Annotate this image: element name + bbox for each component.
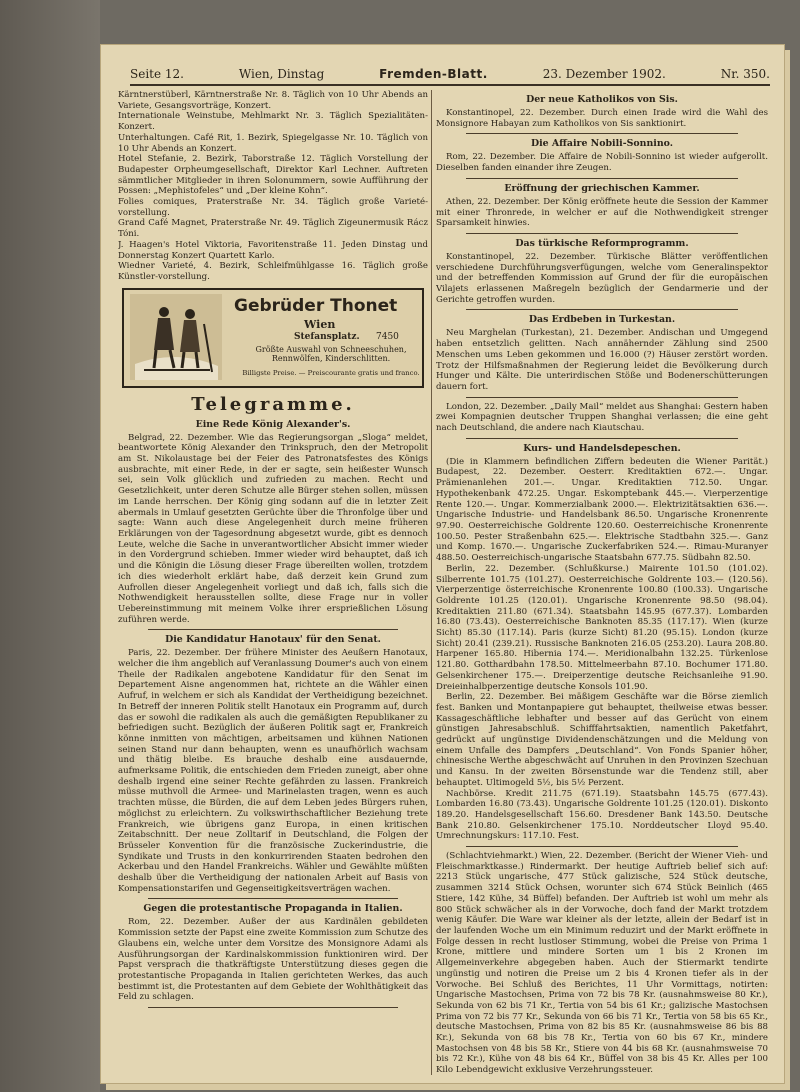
date-right: 23. Dezember 1902. xyxy=(542,67,666,81)
date-left: Wien, Dinstag xyxy=(238,67,325,81)
telegrams-title: Telegramme. xyxy=(191,393,355,415)
article-paragraph: Rom, 22. Dezember. Außer der aus Kardinälen gebildeten Kommission setzte der Papst eine zweite Kommission zum Schutze des Glaubens ein, welche unter dem Vorsitze des Monsignore Adami als Ausführungsorgan der Kardinalskommission funktioniren wird. Der Papst versprach die thatkräftigste Unterstützung dieses gegen die protestantische Propaganda in Italien gerichteten Werkes, das auch bestimmt ist, die Protestanten auf dem Gebiete der Wohlthätigkeit das Feld zu schlagen. xyxy=(118,917,428,1003)
notice-item: J. Haagen's Hotel Viktoria, Favoritenstraße 11. Jeden Dinstag und Donnerstag Konzert Quartett Karlo. xyxy=(118,239,428,261)
article-divider xyxy=(466,438,738,439)
article-paragraph: Konstantinopel, 22. Dezember. Türkische Blätter veröffentlichen verschiedene Durchführungsverfügungen, welche vom Generalinspektor und der betreffenden Kommission auf Grund der für die europäischen Vilajets erlassenen Maßregeln bezüglich der Gendarmerie und der Gerichte getroffen wurden. xyxy=(436,251,768,305)
notice-item: Folies comiques, Praterstraße Nr. 34. Täglich große Varieté-vorstellung. xyxy=(118,197,428,218)
article-paragraph: Paris, 22. Dezember. Der frühere Minister des Aeußern Hanotaux, welcher die ihm angeblich auf Veranlassung Doumer's auch von einem Theile der Radikalen angebotene Kandidatur für den Senat im Departement Aisne angenommen hat, richtete an die Wähler einen Aufruf, in welchem er sich als Kandidat der Vertheidigung bezeichnet. In Betreff der inneren Politik stellt Hanotaux ein Programm auf, durch das er sowohl die radikalen als auch die gemäßigten Republikaner zu befriedigen sucht. Bezüglich der äußeren Politik sagt er, Frankreich könne inmitten von mächtigen, arbeitsamen und kühnen Nationen seinen Stand nur dann behaupten, wenn es unaufhörlich wachsam und thätig bleibe. Es brauche deshalb eine ausdauernde, aufmerksame Politik, die entschieden dem Frieden zuneigt, aber ohne deshalb irgend eine seiner Rechte gefährden zu lassen. Frankreich müsse muthvoll die Armee- und Marinelasten tragen, wenn es auch trachten müsse, die Bürden, die auf dem Leben jedes Bürgers ruhen, möglichst zu erleichtern. Zu volkswirthschaftlicher Beziehung trete Frankreich, wie übrigens ganz Europa, in einen kritischen Zeitabschnitt. Der neue Zolltarif in Deutschland, die Folgen der Brüsseler Konvention für die französische Zuckerindustrie, die Syndikate und Trusts in den konkurrirenden Staaten bedrohen den Ackerbau und den Handel Frankreichs. Wähler und Gewählte müßten deshalb über die Vertheidigung der nationalen Arbeit auf Basis von Kompensationstarifen und Gegenseitigkeitsverträgen wachen. xyxy=(118,648,428,894)
article-paragraph: Berlin, 22. Dezember. Bei mäßigem Geschäfte war die Börse ziemlich fest. Banken und Montanpapiere gut behauptet, theilweise etwas besser. Kassageschäftliche lebhafter und besser auf das Gerücht von einem günstigen Jahresabschluß. Schifffahrtsaktien, namentlich Paketfahrt, gedrückt auf ungünstige Dividendenschätzungen und die Meldung von einem Unfalle des Dampfers „Deutschland“. Von Fonds Spanier höher, chinesische Werthe abgeschwächt auf Unruhen in den Provinzen Szechuan und Kansu. In der zweiten Börsenstunde war die Tendenz still, aber behauptet. Ultimogeld 5½, bis 5½ Perzent. xyxy=(436,692,768,788)
ad-price-note: Billigste Preise. — Preiscourante gratis und franco. xyxy=(242,368,420,377)
article-paragraph: Belgrad, 22. Dezember. Wie das Regierungsorgan „Sloga“ meldet, beantwortete König Alexander den Trinkspruch, den der Metropolit am St. Nikolaustage bei der Feier des Patronatsfestes des Königs ausbrachte, mit einer Rede, in der er sagte, sein heißester Wunsch sei, sein Volk glücklich und zufrieden zu machen. Recht und Gesetzlichkeit, unter deren Schutze alle Bürger stehen sollen, müssen im Lande herrschen. Der König ging sodann auf die in letzter Zeit abermals in Umlauf gesetzten Gerüchte über die Thronfolge über und sagte: Wann auch diese Angelegenheit durch meine früheren Erklärungen von der Tagesordnung abgesetzt wurde, gibt es dennoch Leute, welche die Sache in unverantwortlicher Absicht immer wieder in den Vordergrund schieben. Immer wieder wird behauptet, daß ich und die Königin die Lösung dieser Frage übereilten wollen, trotzdem ich dies wiederholt erklärt habe, daß derzeit kein Grund zum Aufrollen dieser Angelegenheit vorliegt und daß ich, falls sich die Nothwendigkeit herausstellen sollte, diese Frage nur in voller Uebereinstimmung mit meinem Volke ihrer ersprießlichen Lösung zuführen werde. xyxy=(118,432,428,625)
page-number: Seite 12. xyxy=(130,67,184,81)
notice-item: Unterhaltungen. Café Rit, 1. Bezirk, Spiegelgasse Nr. 10. Täglich von 10 Uhr Abends an Konzert. xyxy=(118,132,428,154)
article-paragraph: Athen, 22. Dezember. Der König eröffnete heute die Session der Kammer mit einer Thronrede, in welcher er auf die Nothwendigkeit strenger Sparsamkeit hinwies. xyxy=(436,196,768,229)
article-divider xyxy=(466,397,738,398)
article-paragraph: Konstantinopel, 22. Dezember. Durch einen Irade wird die Wahl des Monsignore Habayan zum Katholikos von Sis sanktionirt. xyxy=(436,108,768,129)
article-divider xyxy=(466,309,738,310)
article-paragraph: London, 22. Dezember. „Daily Mail“ meldet aus Shanghai: Gestern haben zwei Kompagnien deutscher Truppen Shanghai verlassen; die eine geht nach Deutschland, die andere nach Kiautschau. xyxy=(436,401,768,434)
article-heading: Der neue Katholikos von Sis. xyxy=(526,94,678,105)
right-column xyxy=(436,90,768,1080)
notice-item: Hotel Stefanie, 2. Bezirk, Taborstraße 12. Täglich Vorstellung der Budapester Orpheumgesellschaft, Direktor Karl Lechner. Auftreten sämmtlicher Mitglieder in ihren Solonummern, sowie Aufführung der Possen: „Mephistofeles“ und „Der kleine Kohn“. xyxy=(118,154,428,197)
article-heading: Das türkische Reformprogramm. xyxy=(515,237,689,249)
ad-company-name: Gebrüder Thonet xyxy=(234,295,398,316)
left-articles xyxy=(118,419,428,1008)
article-paragraph: Neu Marghelan (Turkestan), 21. Dezember. Andischan und Umgegend haben entsetzlich gelitten. Nach annähernder Zählung sind 2500 Menschen ums Leben gekommen und 16.000 (?) Häuser zerstört worden. Trotz der Hilfsmaßnahmen der Regierung leidet die Bevölkerung durch Hunger und Kälte. Die unterirdischen Stöße und Bodenerschütterungen dauern fort. xyxy=(436,328,768,392)
ad-phone-number: 7450 xyxy=(376,331,399,342)
ad-address: Stefansplatz. xyxy=(294,331,360,342)
notice-item: Wiedner Varieté, 4. Bezirk, Schleifmühlgasse 16. Täglich große Künstler-vorstellung. xyxy=(118,261,428,282)
article-heading: Die Affaire Nobili-Sonnino. xyxy=(530,138,674,150)
article-divider xyxy=(466,133,738,134)
ad-city: Wien xyxy=(304,317,336,331)
article-divider xyxy=(148,898,398,899)
thonet-advertisement xyxy=(122,288,424,388)
article-divider xyxy=(148,629,398,630)
article-paragraph: Berlin, 22. Dezember. (Schlußkurse.) Mairente 101.50 (101.02). Silberrente 101.75 (101.27). Oesterreichische Goldrente 103.— (120.56). Vierperzentige österreichische Kronenrente 100.80 (100.33). Ungarische Goldrente 101.25 (120.01). Ungarische Kronenrente 98.50 (98.04). Kreditaktien 211.80 (671.34). Staatsbahn 145.95 (677.37). Lombarden 16.80 (73.43). Oesterreichische Banknoten 85.35 (117.17). Wien (kurze Sicht) 85.30 (117.14). Paris (kurze Sicht) 81.20 (95.15). London (kurze Sicht) 20.41 (239.21). Russische Banknoten 216.05 (253.20). Laura 208.80. Harpener 165.80. Hibernia 174.—. Meridionalbahn 132.25. Türkenlose 121.80. Gotthardbahn 178.50. Mittelmeerbahn 87.10. Bochumer 171.80. Gelsenkirchener 175.—. Dreiperzentige deutsche Reichsanleihe 91.90. Dreieinhalbperzentige deutsche Konsols 101.90. xyxy=(436,563,768,692)
page-header xyxy=(130,64,770,86)
notice-item: Internationale Weinstube, Mehlmarkt Nr. 3. Täglich Spezialitäten-Konzert. xyxy=(118,111,428,133)
entertainment-notices xyxy=(118,90,428,283)
article-heading: Eröffnung der griechischen Kammer. xyxy=(504,182,700,194)
article-heading: Gegen die protestantische Propaganda in Italien. xyxy=(143,903,403,915)
newspaper-page xyxy=(100,44,785,1084)
article-heading: Eine Rede König Alexander's. xyxy=(195,418,351,430)
ad-description: Größte Auswahl von Schneeschuhen, Rennwölfen, Kinderschlitten. xyxy=(255,344,407,364)
article-paragraph: (Schlachtviehmarkt.) Wien, 22. Dezember. (Bericht der Wiener Vieh- und Fleischmarktkasse.) Rindermarkt. Der heutige Auftrieb belief sich auf: 2213 Stück ungarische, 477 Stück galizische, 524 Stück deutsche, zusammen 3214 Stück Ochsen, worunter sich 674 Stück Beinlich (465 Stiere, 142 Kühe, 34 Büffel) befanden. Der Auftrieb ist wohl um mehr als 800 Stück schwächer als in der Vorwoche, doch fand der Markt trotzdem wenig Käufer. Die Ware war kleiner als der letzte, allein der Bedarf ist in der laufenden Woche um ein Minimum reduzirt und der Markt eröffnete in Folge dessen in recht lustloser Stimmung, wobei die Preise von Prima 1 Krone, mittlere und mindere Sorten um 1 bis 2 Kronen im Allgemeinverkehre abgegeben haben. Auch der Stiermarkt tendirte ungünstig und notiren die Preise um 2 bis 4 Kronen tiefer als in der Vorwoche. Bei Schluß des Berichtes, 11 Uhr Vormittags, notirten: Ungarische Mastochsen, Prima von 72 bis 78 Kr. (ausnahmsweise 80 Kr.), Sekunda von 62 bis 71 Kr., Tertia von 54 bis 61 Kr.; galizische Mastochsen Prima von 72 bis 77 Kr., Sekunda von 66 bis 71 Kr., Tertia von 58 bis 65 Kr., deutsche Mastochsen, Prima von 82 bis 85 Kr. (ausnahmsweise 86 bis 88 Kr.), Sekunda von 68 bis 78 Kr., Tertia von 60 bis 67 Kr., mindere Mastochsen von 48 bis 58 Kr., Stiere von 44 bis 68 Kr. (ausnahmsweise 70 bis 72 Kr.), Kühe von 48 bis 64 Kr., Büffel von 38 bis 45 Kr. Alles per 100 Kilo Lebendgewicht exklusive Verzehrungssteuer. xyxy=(436,851,768,1076)
left-column xyxy=(118,90,428,1080)
article-divider xyxy=(466,846,738,847)
sledding-illustration-icon xyxy=(130,294,222,380)
masthead: Fremden-Blatt. xyxy=(379,67,488,81)
article-paragraph: Nachbörse. Kredit 211.75 (671.19). Staatsbahn 145.75 (677.43). Lombarden 16.80 (73.43). Ungarische Goldrente 101.25 (120.01). Diskonto 189.20. Handelsgesellschaft 156.60. Dresdener Bank 143.50. Deutsche Bank 210.80. Gelsenkirchener 175.10. Norddeutscher Lloyd 95.40. Umrechnungskurs: 117.10. Fest. xyxy=(436,788,768,842)
column-rule xyxy=(431,90,432,1075)
notice-item: Grand Café Magnet, Praterstraße Nr. 49. Täglich Zigeunermusik Rácz Tóni. xyxy=(118,218,428,240)
issue-number: Nr. 350. xyxy=(720,67,770,81)
article-divider xyxy=(466,233,738,234)
notice-item: Kärntnerstüberl, Kärntnerstraße Nr. 8. Täglich von 10 Uhr Abends an Variete, Gesangsvorträge, Konzert. xyxy=(118,90,428,111)
article-divider xyxy=(148,1007,398,1008)
right-articles xyxy=(436,94,768,1080)
article-heading: Die Kandidatur Hanotaux' für den Senat. xyxy=(165,634,381,646)
article-paragraph: (Die in Klammern befindlichen Ziffern bedeuten die Wiener Parität.) Budapest, 22. Dezember. Oesterr. Kreditaktien 672.—. Ungar. Prämienanlehen 201.—. Ungar. Kreditaktien 712.50. Ungar. Hypothekenbank 472.25. Ungar. Eskomptebank 445.—. Vierperzentige Rente 120.—. Ungar. Kommerzialbank 2000.—. Elektrizitätsaktien 636.—. Ungarische Industrie- und Handelsbank 86.50. Ungarische Kronenrente 97.90. Oesterreichische Goldrente 120.60. Oesterreichische Kronenrente 100.50. Pester Straßenbahn 625.—. Elektrische Stadtbahn 325.—. Ganz und Komp. 1670.—. Ungarische Zuckerfabriken 524.—. Rimau-Muranyer 488.50. Oesterreichisch-ungarische Staatsbahn 677.75. Südbahn 82.50. xyxy=(436,456,768,564)
article-heading: Kurs- und Handelsdepeschen. xyxy=(523,442,681,454)
background-strip xyxy=(0,0,100,1092)
article-divider xyxy=(466,178,738,179)
article-paragraph: Rom, 22. Dezember. Die Affaire de Nobili-Sonnino ist wieder aufgerollt. Dieselben fanden einander ihre Zeugen. xyxy=(436,152,768,174)
article-heading: Das Erdbeben in Turkestan. xyxy=(528,314,676,326)
